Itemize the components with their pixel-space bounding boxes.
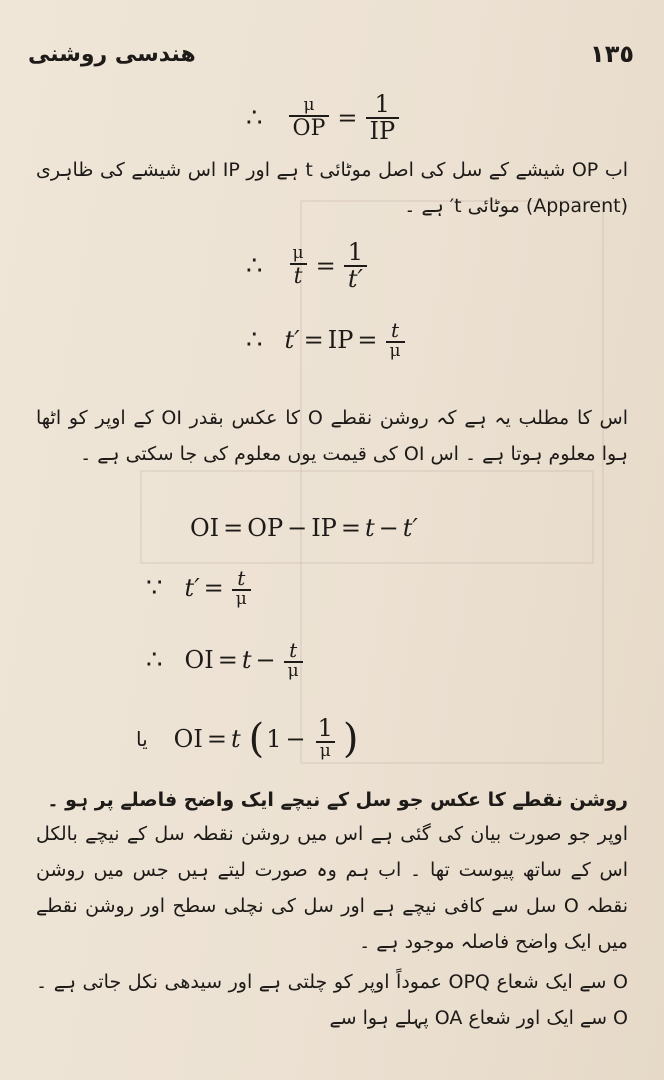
denominator: t′ [344,265,367,292]
equation-1 [246,92,403,144]
equals-sign: = [340,514,361,542]
equals-sign: = [203,574,224,603]
ip-term: IP [311,514,337,542]
therefore-symbol: ∴ [246,251,263,282]
paragraph-3: اوپر جو صورت بیان کی گئی ہے اس میں روشن نقطہ سل کے نیچے بالکل اس کے ساتھ پیوست تھا ۔ اب ہم وہ صورت لیتے ہیں جس میں روشن نقطہ O سل سے کافی نیچے ہے اور سل کی نچلی سطح اور روشن نقطے میں ایک واضح فاصلہ موجود ہے ۔ [36,823,628,953]
left-paren: ( [248,715,265,762]
fraction-t-over-mu [386,320,405,361]
denominator: t [290,263,307,288]
or-word: یا [136,726,148,751]
numerator: μ [292,242,304,263]
denominator: OP [289,115,330,140]
equation-3 [246,320,409,361]
equation-4 [190,514,418,542]
numerator: t [237,566,246,590]
t-term: t [364,514,375,542]
fraction-t-over-mu [232,568,251,609]
equation-6 [146,640,307,681]
paragraph-4: O سے ایک شعاع OPQ عموداً اوپر کو چلتی ہے اور سیدھی نکل جاتی ہے ۔ O سے ایک اور شعاع OA پہلے ہوا سے [36,971,629,1029]
equals-sign: = [357,326,378,355]
equals-sign: = [315,252,336,281]
denominator: μ [316,741,335,761]
paragraph-1: اب OP شیشے کے سل کی اصل موٹائی t ہے اور IP اس شیشے کی ظاہری (Apparent) موٹائی t′ ہے ۔ [36,159,628,217]
oi-term: OI [184,646,214,675]
fraction-one-over-mu [314,716,337,761]
fraction-mu-over-t [289,242,308,289]
oi-term: OI [173,724,203,753]
minus-sign: − [378,514,399,542]
running-title: ھندسی روشنی [28,42,196,67]
numerator: 1 [347,238,363,266]
fraction-one-over-ip [366,92,400,144]
t-prime: t′ [284,326,300,355]
equation-5 [146,568,255,609]
equals-sign: = [303,326,324,355]
numerator: 1 [374,90,390,118]
minus-sign: − [287,514,308,542]
fraction-mu-over-op [289,94,330,141]
fraction-t-over-mu [284,640,303,681]
paragraph-2: اس کا مطلب یہ ہے کہ روشن نقطے O کا عکس بقدر OI کے اوپر کو اٹھا ہوا معلوم ہوتا ہے ۔ اس OI کی قیمت یوں معلوم کی جا سکتی ہے ۔ [36,407,628,465]
t-term: t [230,724,241,753]
right-paren: ) [342,715,359,762]
minus-sign: − [255,646,276,675]
equals-sign: = [206,724,227,753]
one-term: 1 [266,724,282,753]
op-term: OP [247,514,284,542]
fraction-one-over-t-prime [344,240,367,292]
equals-sign: = [223,514,244,542]
denominator: μ [232,589,251,609]
therefore-symbol: ∴ [246,325,263,356]
t-prime: t′ [184,574,200,603]
equation-7 [136,716,360,761]
numerator: 1 [317,714,333,742]
t-prime-term: t′ [402,514,418,542]
numerator: t [289,638,298,662]
numerator: t [391,318,400,342]
page-header [24,36,640,76]
equals-sign: = [337,104,358,133]
oi-term: OI [190,514,220,542]
because-symbol: ∵ [146,573,163,604]
numerator: μ [303,94,315,115]
ip-term: IP [327,326,354,355]
minus-sign: − [285,724,306,753]
therefore-symbol: ∴ [246,103,263,134]
equals-sign: = [217,646,238,675]
page-number: ١٣٥ [590,40,634,68]
denominator: IP [366,117,400,144]
therefore-symbol: ∴ [146,645,163,676]
t-term: t [241,646,252,675]
section-heading: روشن نقطے کا عکس جو سل کے نیچے ایک واضح فاصلے پر ہو ۔ [47,789,628,811]
denominator: μ [386,341,405,361]
equation-2 [246,240,371,292]
denominator: μ [284,661,303,681]
